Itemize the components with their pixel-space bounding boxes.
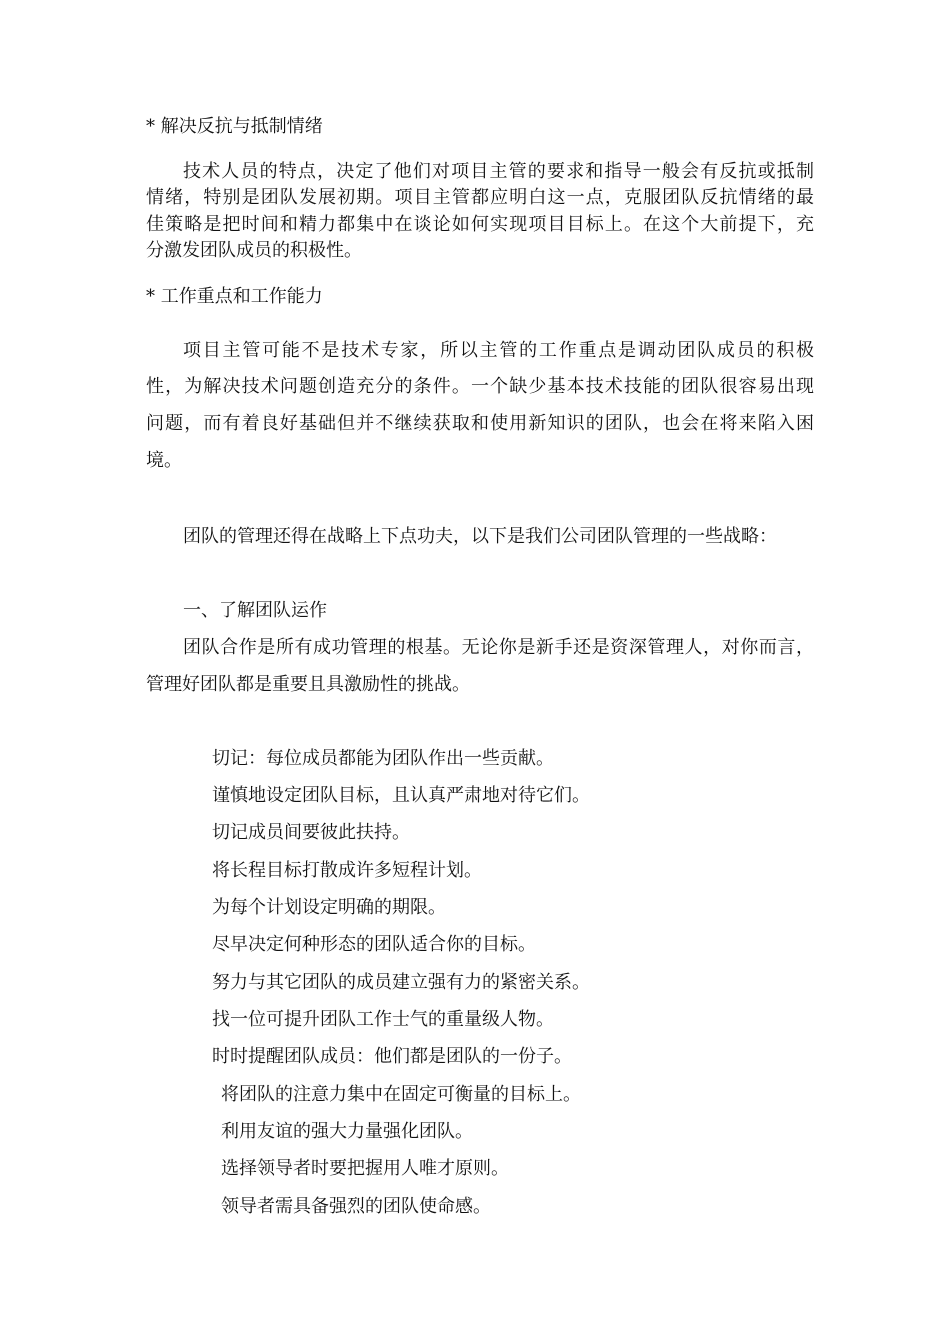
paragraph-line: 管理好团队都是重要且具激励性的挑战。 (146, 674, 470, 695)
list-item: 切记成员间要彼此扶持。 (212, 822, 410, 843)
paragraph-line: 性，为解决技术问题创造充分的条件。一个缺少基本技术技能的团队很容易出现 (146, 376, 814, 397)
paragraph-line: 分激发团队成员的积极性。 (146, 240, 362, 261)
list-item: 时时提醒团队成员：他们都是团队的一份子。 (212, 1046, 572, 1067)
heading-work-focus: * 工作重点和工作能力 (146, 286, 323, 307)
list-item: 尽早决定何种形态的团队适合你的目标。 (212, 934, 536, 955)
paragraph-line: 技术人员的特点，决定了他们对项目主管的要求和指导一般会有反抗或抵制 (183, 161, 814, 182)
list-item: 为每个计划设定明确的期限。 (212, 897, 446, 918)
paragraph-line: 情绪，特别是团队发展初期。项目主管都应明白这一点，克服团队反抗情绪的最 (146, 187, 814, 208)
list-item: 领导者需具备强烈的团队使命感。 (221, 1196, 491, 1217)
heading-resistance: * 解决反抗与抵制情绪 (146, 116, 323, 137)
list-item: 选择领导者时要把握用人唯才原则。 (221, 1158, 509, 1179)
list-item: 努力与其它团队的成员建立强有力的紧密关系。 (212, 972, 590, 993)
strategy-intro: 团队的管理还得在战略上下点功夫，以下是我们公司团队管理的一些战略： (183, 526, 777, 547)
list-item: 谨慎地设定团队目标，且认真严肃地对待它们。 (212, 785, 590, 806)
paragraph-line: 团队合作是所有成功管理的根基。无论你是新手还是资深管理人，对你而言， (183, 637, 814, 658)
list-item: 将长程目标打散成许多短程计划。 (212, 860, 482, 881)
heading-team-operation: 一、了解团队运作 (183, 600, 327, 621)
list-item: 找一位可提升团队工作士气的重量级人物。 (212, 1009, 554, 1030)
list-item: 切记：每位成员都能为团队作出一些贡献。 (212, 748, 554, 769)
list-item: 利用友谊的强大力量强化团队。 (221, 1121, 473, 1142)
paragraph-line: 佳策略是把时间和精力都集中在谈论如何实现项目目标上。在这个大前提下，充 (146, 214, 814, 235)
list-item: 将团队的注意力集中在固定可衡量的目标上。 (221, 1084, 581, 1105)
paragraph-line: 境。 (146, 450, 182, 471)
paragraph-line: 问题，而有着良好基础但并不继续获取和使用新知识的团队，也会在将来陷入困 (146, 413, 814, 434)
paragraph-line: 项目主管可能不是技术专家，所以主管的工作重点是调动团队成员的积极 (183, 340, 814, 361)
